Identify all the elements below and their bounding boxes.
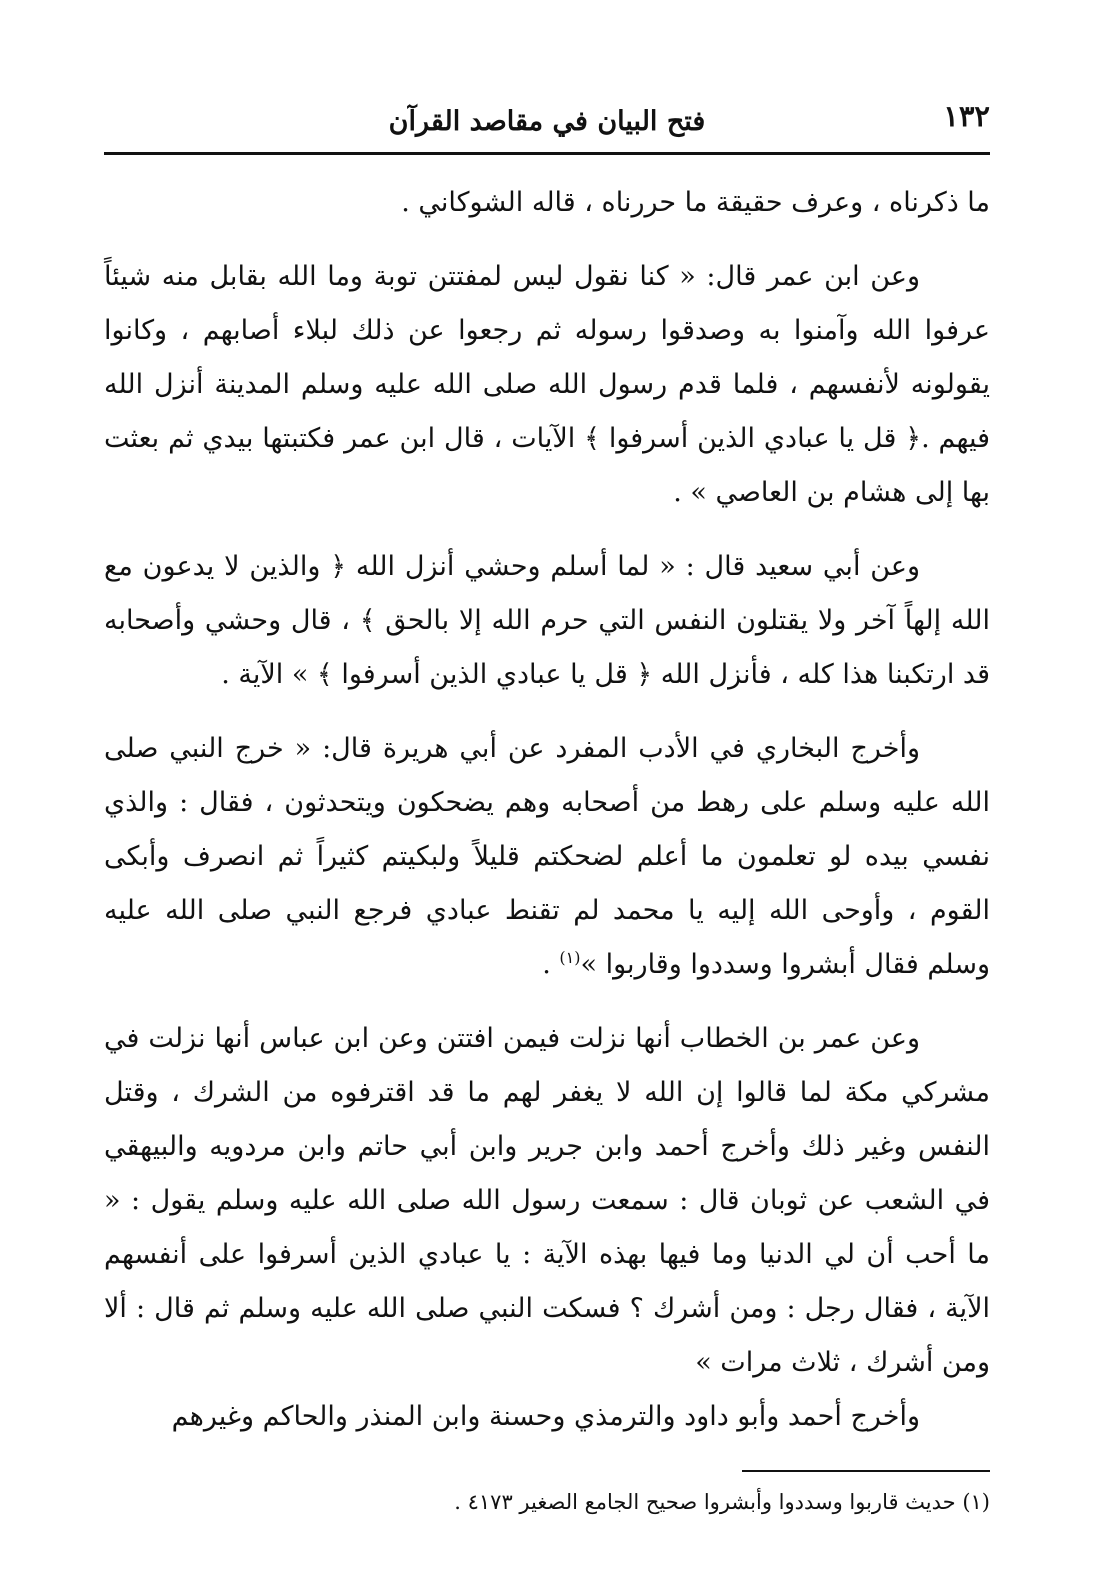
paragraph-4 [104,722,990,992]
paragraph-4-text: وأخرج البخاري في الأدب المفرد عن أبي هريرة قال: « خرج النبي صلى الله عليه وسلم على رهط من أصحابه وهم يضحكون ويتحدثون ، فقال : والذي نفسي بيده لو تعلمون ما أعلم لضحكتم قليلاً ولبكيتم كثيراً ثم انصرف وأبكى القوم ، وأوحى الله إليه يا محمد لم تقنط عبادي فرجع النبي صلى الله عليه وسلم فقال أبشروا وسددوا وقاربوا » [104,733,990,980]
footnote-rule [742,1470,990,1472]
paragraph-4-end: . [542,949,560,980]
paragraph-3: وعن أبي سعيد قال : « لما أسلم وحشي أنزل الله ﴿ والذين لا يدعون مع الله إلهاً آخر ولا يقتلون النفس التي حرم الله إلا بالحق ﴾ ، قال وحشي وأصحابه قد ارتكبنا هذا كله ، فأنزل الله ﴿ قل يا عبادي الذين أسرفوا ﴾ » الآية . [104,551,990,690]
footnote-1: (١) حديث قاربوا وسددوا وأبشروا صحيح الجامع الصغير ٤١٧٣ . [454,1490,990,1514]
running-title: فتح البيان في مقاصد القرآن [388,106,706,137]
header-rule [104,152,990,155]
page-number: ١٣٢ [943,99,990,133]
page-header [104,96,990,148]
paragraph-6: وأخرج أحمد وأبو داود والترمذي وحسنة وابن المنذر والحاكم وغيرهم [171,1401,920,1432]
main-text [104,176,990,1444]
paragraph-1: ما ذكرناه ، وعرف حقيقة ما حررناه ، قاله الشوكاني . [401,187,990,218]
paragraph-2: وعن ابن عمر قال: « كنا نقول ليس لمفتتن توبة وما الله بقابل منه شيئاً عرفوا الله وآمنوا به وصدقوا رسوله ثم رجعوا عن ذلك لبلاء أصابهم ، وكانوا يقولونه لأنفسهم ، فلما قدم رسول الله صلى الله عليه وسلم المدينة أنزل الله فيهم .﴿ قل يا عبادي الذين أسرفوا ﴾ الآيات ، قال ابن عمر فكتبتها بيدي ثم بعثت بها إلى هشام بن العاصي » . [104,261,990,508]
paragraph-5: وعن عمر بن الخطاب أنها نزلت فيمن افتتن وعن ابن عباس أنها نزلت في مشركي مكة لما قالوا إن الله لا يغفر لهم ما قد اقترفوه من الشرك ، وقتل النفس وغير ذلك وأخرج أحمد وابن جرير وابن أبي حاتم وابن مردويه والبيهقي في الشعب عن ثوبان قال : سمعت رسول الله صلى الله عليه وسلم يقول : « ما أحب أن لي الدنيا وما فيها بهذه الآية : يا عبادي الذين أسرفوا على أنفسهم الآية ، فقال رجل : ومن أشرك ؟ فسكت النبي صلى الله عليه وسلم ثم قال : ألا ومن أشرك ، ثلاث مرات » [104,1023,990,1378]
footnote-ref-1: (١) [559,948,581,967]
